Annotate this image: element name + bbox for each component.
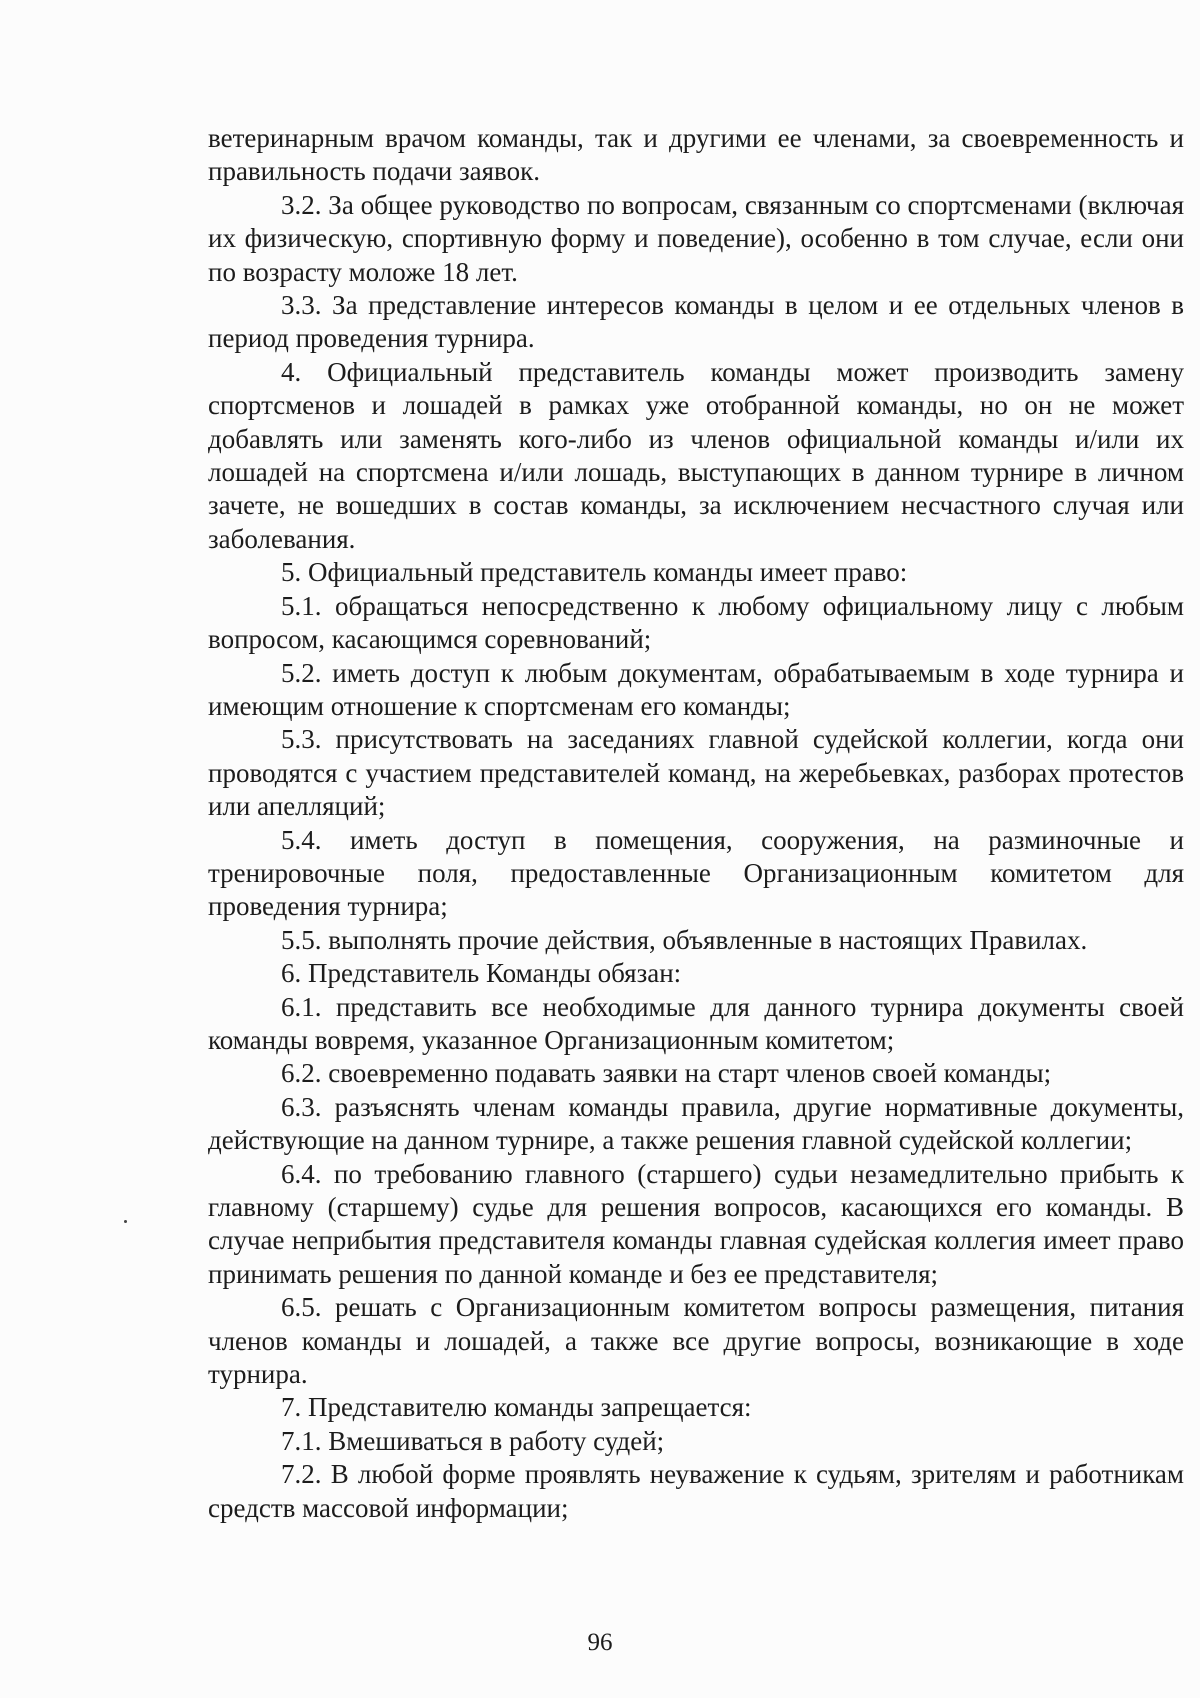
paragraph: 7.2. В любой форме проявлять неуважение к судьям, зрителям и работникам средств массовой информации; [208, 1459, 1184, 1523]
paragraph: 4. Официальный представитель команды может производить замену спортсменов и лошадей в рамках уже отобранной команды, но он не может добавлять или заменять кого-либо из членов официальной команды и/или их лошадей на спортсмена и/или лошадь, выступающих в данном турнире в личном зачете, не вошедших в состав команды, за исключением несчастного случая или заболевания. [208, 356, 1184, 554]
paragraph: 6.3. разъяснять членам команды правила, другие нормативные документы, действующие на данном турнире, а также решения главной судейской коллегии; [208, 1091, 1184, 1156]
paragraph: 5. Официальный представитель команды имеет право: [281, 557, 908, 588]
paragraph: 5.1. обращаться непосредственно к любому официальному лицу с любым вопросом, касающимся соревнований; [208, 590, 1184, 655]
paragraph: 6.1. представить все необходимые для данного турнира документы своей команды вовремя, указанное Организационным комитетом; [208, 991, 1184, 1055]
paragraph: 5.4. иметь доступ в помещения, сооружения, на разминочные и тренировочные поля, предоставленные Организационным комитетом для проведения турнира; [208, 824, 1184, 922]
paragraph: ветеринарным врачом команды, так и другими ее членами, за своевременность и правильность подачи заявок. [208, 123, 1184, 187]
paragraph: 3.2. За общее руководство по вопросам, связанным со спортсменами (включая их физическую, спортивную форму и поведение), особенно в том случае, если они по возрасту моложе 18 лет. [208, 189, 1184, 287]
paragraph: 5.3. присутствовать на заседаниях главной судейской коллегии, когда они проводятся с участием представителей команд, на жеребьевках, разборах протестов или апелляций; [208, 724, 1184, 822]
paragraph: 3.3. За представление интересов команды в целом и ее отдельных членов в период проведения турнира. [208, 290, 1184, 354]
paragraph: 6.4. по требованию главного (старшего) судьи незамедлительно прибыть к главному (старшему) судье для решения вопросов, касающихся его команды. В случае неприбытия представителя команды главная судейская коллегия имеет право принимать решения по данной команде и без ее представителя; [208, 1158, 1184, 1289]
paragraph: 6.5. решать с Организационным комитетом вопросы размещения, питания членов команды и лошадей, а также все другие вопросы, возникающие в ходе турнира. [208, 1292, 1184, 1390]
page-number: 96 [587, 1629, 613, 1656]
paragraph: 5.2. иметь доступ к любым документам, обрабатываемым в ходе турнира и имеющим отношение к спортсменам его команды; [208, 657, 1184, 721]
paragraph: 7.1. Вмешиваться в работу судей; [281, 1425, 665, 1456]
paragraph: 7. Представителю команды запрещается: [281, 1392, 752, 1423]
document-body [208, 122, 1184, 1525]
scan-speck [124, 1220, 127, 1223]
paragraph: 5.5. выполнять прочие действия, объявленные в настоящих Правилах. [281, 924, 1088, 955]
paragraph: 6.2. своевременно подавать заявки на старт членов своей команды; [281, 1058, 1052, 1089]
paragraph: 6. Представитель Команды обязан: [281, 958, 682, 989]
